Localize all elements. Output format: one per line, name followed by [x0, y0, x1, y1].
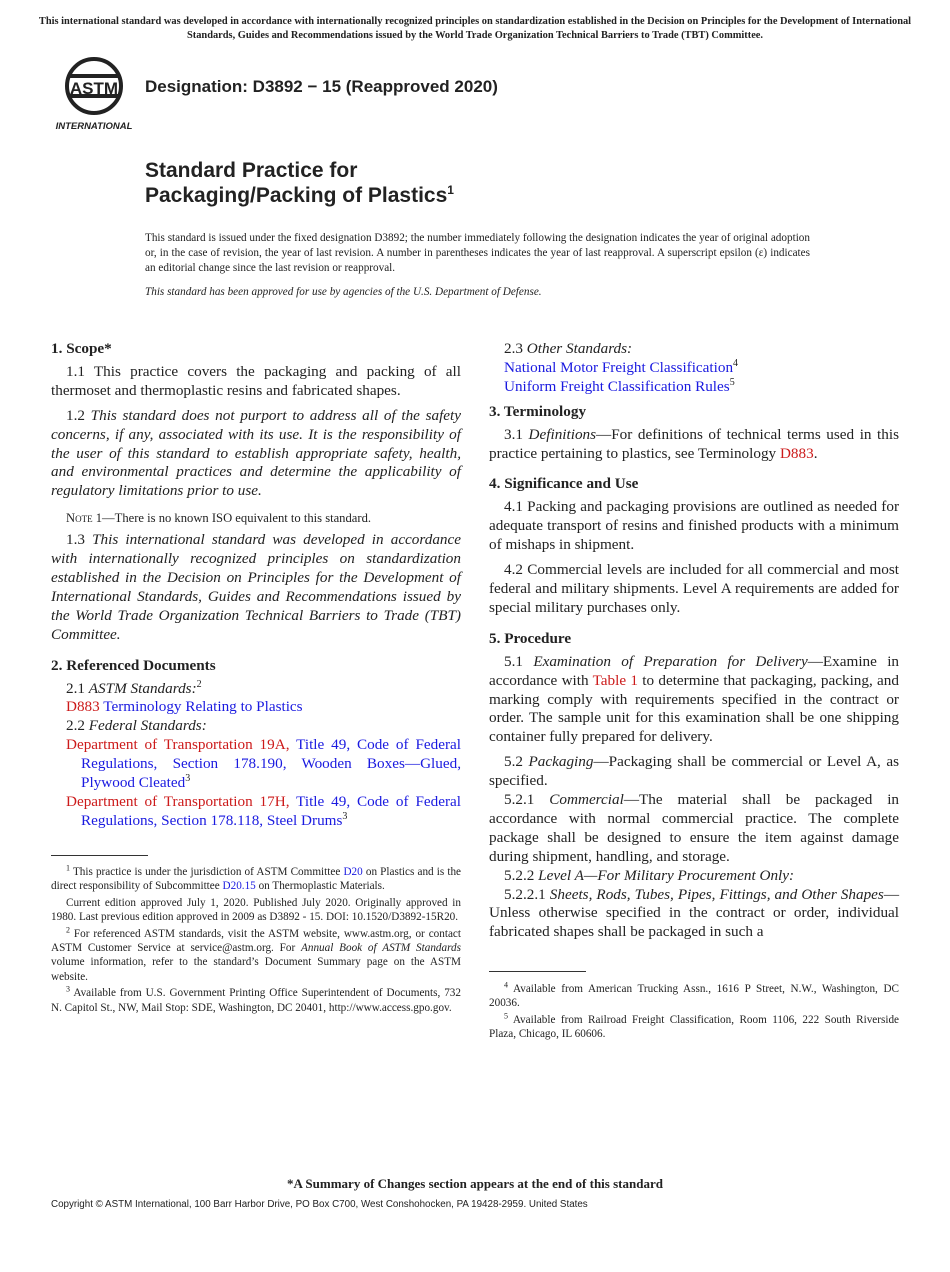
para-5-2-2-1: [489, 886, 899, 943]
para-2-3-num: 2.3: [504, 340, 523, 357]
para-5-2-1-text: —The material shall be packaged in accordance with normal commercial practice. The complete package shall be designed to ensure the item against damage during shipment, handling, and storage.: [489, 791, 900, 865]
right-column: [489, 340, 899, 942]
footnote-3-mark: 3: [66, 984, 70, 994]
para-5-2-num: 5.2: [504, 753, 523, 771]
para-5-2-2-term: Level A—For Military Procurement Only:: [538, 866, 795, 884]
para-5-2-2-1-term: Sheets, Rods, Tubes, Pipes, Fittings, and Other Shapes: [549, 885, 884, 903]
summary-of-changes-note: *A Summary of Changes section appears at the end of this standard: [287, 1176, 663, 1191]
left-column: [51, 340, 461, 831]
ref-dot-19a: [51, 736, 461, 793]
para-2-1-text: ASTM Standards:: [88, 679, 197, 697]
para-2-2-num: 2.2: [66, 717, 85, 735]
para-5-1: [489, 653, 899, 748]
ref-dot-17h: [51, 793, 461, 831]
footnote-1-text-b: on Plastics and is the direct responsibility of Subcommittee: [51, 866, 462, 893]
ref-d883: [51, 698, 461, 717]
astm-logo-icon: [52, 56, 136, 132]
para-1-2-text: This standard does not purport to address all of the safety concerns, if any, associated with its use. It is the responsibility of the user of this standard to establish appropriate safety, health, and environmental practices and determine the applicability of regulatory limitations prior to use.: [51, 406, 462, 500]
title-line-2: [145, 183, 454, 208]
para-1-3-text: This international standard was developed in accordance with internationally recognized principles on standardization established in the Decision on Principles for the Development of International Standards, Guides and Recommendations issued by the World Trade Organization Technical Barriers to Trade (TBT) Committee.: [51, 531, 462, 643]
ref-nmfc: [489, 359, 899, 378]
ref-ufcr: [489, 378, 899, 397]
right-footnote-rule: [489, 971, 586, 972]
title-footnote-mark[interactable]: 1: [447, 183, 454, 197]
para-1-2-num: 1.2: [66, 406, 85, 424]
ref-dot-19a-title[interactable]: Title 49, Code of Federal Regulations, Section 178.190, Wooden Boxes—Glued, Plywood Cleated: [81, 736, 461, 792]
para-4-1: 4.1 Packing and packaging provisions are outlined as needed for adequate transport of resins and finished products with a minimum of mishaps in shipment.: [489, 498, 899, 554]
footnote-2-text-b: volume information, refer to the standard’s Document Summary page on the ASTM website.: [51, 956, 461, 983]
para-5-1-term: Examination of Preparation for Delivery: [533, 652, 808, 670]
footnote-2: [51, 924, 461, 985]
left-footnote-rule: [51, 855, 148, 856]
para-1-1: 1.1 This practice covers the packaging and packing of all thermoset and thermoplastic resins and fabricated shapes.: [51, 362, 461, 399]
footnote-1-d20-link[interactable]: D20: [343, 866, 363, 878]
ref-ufcr-sup: 5: [729, 376, 735, 388]
svg-text:ASTM: ASTM: [69, 79, 119, 98]
footnote-1-edition: Current edition approved July 1, 2020. Published July 2020. Originally approved in 1980. Last previous edition approved in 2009 as D3892 - 15. DOI: 10.1520/D3892-15R20.: [51, 896, 461, 924]
para-1-3: [51, 531, 461, 644]
para-5-2-term: Packaging: [528, 753, 594, 771]
note-label: Note: [66, 511, 93, 526]
ref-d883-title[interactable]: Terminology Relating to Plastics: [103, 698, 303, 716]
ref-dot-19a-code[interactable]: Department of Transportation 19A,: [66, 736, 290, 754]
designation: Designation: D3892 − 15 (Reapproved 2020): [145, 77, 498, 96]
para-5-1-table-link[interactable]: Table 1: [592, 671, 638, 689]
para-2-2: [51, 717, 461, 736]
section-2-heading: 2. Referenced Documents: [51, 656, 216, 674]
ref-nmfc-title[interactable]: National Motor Freight Classification: [504, 358, 734, 376]
para-2-1-sup: 2: [196, 678, 202, 690]
ref-dot-19a-sup: 3: [185, 772, 191, 784]
para-2-2-text: Federal Standards:: [88, 717, 207, 735]
para-5-2-2-num: 5.2.2: [504, 866, 535, 884]
tbt-notice: This international standard was developed in accordance with internationally recognized principles on standardization established in the Decision on Principles for the Development of International Standards, Guides and Recommendations issued by the World Trade Organization Technical Barriers to Trade (TBT) Committee.: [38, 16, 912, 41]
para-5-2-text: —Packaging shall be commercial or Level A, as specified.: [489, 753, 900, 790]
para-2-3-text: Other Standards:: [526, 340, 633, 357]
note-text: 1—There is no known ISO equivalent to this standard.: [92, 511, 372, 526]
para-1-2: [51, 407, 461, 502]
section-1-heading: 1. Scope*: [51, 340, 112, 357]
copyright: Copyright © ASTM International, 100 Barr Harbor Drive, PO Box C700, West Conshohocken, PA 19428-2959. United States: [51, 1199, 588, 1210]
title-text: Packaging/Packing of Plastics: [145, 184, 448, 207]
para-3-1-text: —For definitions of technical terms used in this practice pertaining to plastics, see Terminology: [489, 425, 900, 462]
footnote-3-text: Available from U.S. Government Printing Office Superintendent of Documents, 732 N. Capitol St., NW, Mail Stop: SDE, Washington, DC 20401, http://www.access.gpo.gov.: [51, 987, 461, 1014]
right-footnotes: [489, 982, 899, 1044]
para-3-1-term: Definitions: [528, 425, 597, 443]
para-5-2-1-term: Commercial: [549, 791, 624, 809]
footnote-4-text: Available from American Trucking Assn., 1616 P Street, N.W., Washington, DC 20036.: [489, 983, 899, 1010]
footnote-1-d2015-link[interactable]: D20.15: [222, 880, 256, 893]
footnote-1-text-a: This practice is under the jurisdiction of ASTM Committee: [72, 866, 341, 878]
section-3-heading: 3. Terminology: [489, 402, 587, 420]
para-1-3-num: 1.3: [66, 531, 85, 549]
para-3-1-num: 3.1: [504, 425, 523, 443]
para-3-1-end: .: [813, 444, 818, 462]
footnote-2-mark: 2: [66, 924, 70, 934]
svg-text:INTERNATIONAL: INTERNATIONAL: [55, 121, 133, 132]
left-footnotes: [51, 865, 461, 1017]
para-5-2-1-num: 5.2.1: [504, 791, 535, 809]
note-1: [51, 509, 461, 528]
footnote-5-mark: 5: [504, 1011, 508, 1021]
footnote-5: [489, 1013, 899, 1042]
para-3-1: [489, 426, 899, 464]
para-5-2-2-1-num: 5.2.2.1: [504, 885, 546, 903]
footnote-4-mark: 4: [504, 980, 508, 990]
footnote-2-text-a: For referenced ASTM standards, visit the ASTM website, www.astm.org, or contact ASTM Customer Service at service@astm.org. For: [51, 927, 461, 955]
para-2-3: [489, 340, 899, 359]
footnote-1-mark: 1: [66, 863, 70, 873]
para-5-1-text-a: —Examine in accordance with: [489, 652, 900, 689]
para-2-1: [51, 680, 461, 699]
ref-ufcr-title[interactable]: Uniform Freight Classification Rules: [504, 377, 730, 395]
footnote-2-italic: Annual Book of ASTM Standards: [301, 942, 461, 955]
issuance-statement: This standard is issued under the fixed designation D3892; the number immediately following the designation indicates the year of original adoption or, in the case of revision, the year of last revision. A number in parentheses indicates the year of last reapproval. A superscript epsilon (ε) indicates an editorial change since the last revision or reapproval.: [145, 232, 810, 274]
para-5-2-2-1-text: —Unless otherwise specified in the contract or order, individual fabricated shapes shall be packaged in such a: [489, 885, 900, 941]
para-2-1-num: 2.1: [66, 679, 85, 697]
para-5-2-1: [489, 791, 899, 867]
section-5-heading: 5. Procedure: [489, 629, 572, 647]
footnote-1: [51, 865, 461, 894]
para-5-2: [489, 753, 899, 791]
astm-logo: [52, 56, 136, 132]
ref-nmfc-sup: 4: [733, 357, 739, 369]
para-4-2: 4.2 Commercial levels are included for all commercial and most federal and military shipments. Level A requirements are added for special military purchases only.: [489, 561, 899, 616]
footnote-4: [489, 982, 899, 1011]
dod-approval: This standard has been approved for use by agencies of the U.S. Department of Defense.: [145, 286, 542, 298]
document-title: [145, 158, 454, 208]
ref-dot-17h-title[interactable]: Title 49, Code of Federal Regulations, Section 178.118, Steel Drums: [81, 792, 461, 829]
section-4-heading: 4. Significance and Use: [489, 475, 639, 493]
ref-dot-17h-code[interactable]: Department of Transportation 17H,: [66, 792, 290, 810]
para-5-1-num: 5.1: [504, 652, 523, 670]
para-3-1-d883-link[interactable]: D883: [779, 444, 814, 462]
footnote-3: [51, 986, 461, 1015]
footnote-1-text-c: on Thermoplastic Materials.: [258, 880, 385, 893]
ref-d883-code[interactable]: D883: [66, 698, 100, 716]
footnote-5-text: Available from Railroad Freight Classification, Room 1106, 222 South Riverside Plaza, Chicago, IL 60606.: [489, 1013, 900, 1041]
ref-dot-17h-sup: 3: [342, 810, 348, 822]
para-5-1-text-b: to determine that packaging, packing, and marking comply with requirements specified in the contract or order. The sample unit for this examination shall be one shipping container fully prepared for delivery.: [489, 671, 899, 746]
para-5-2-2: [489, 867, 899, 886]
title-line-1: Standard Practice for: [145, 159, 358, 182]
